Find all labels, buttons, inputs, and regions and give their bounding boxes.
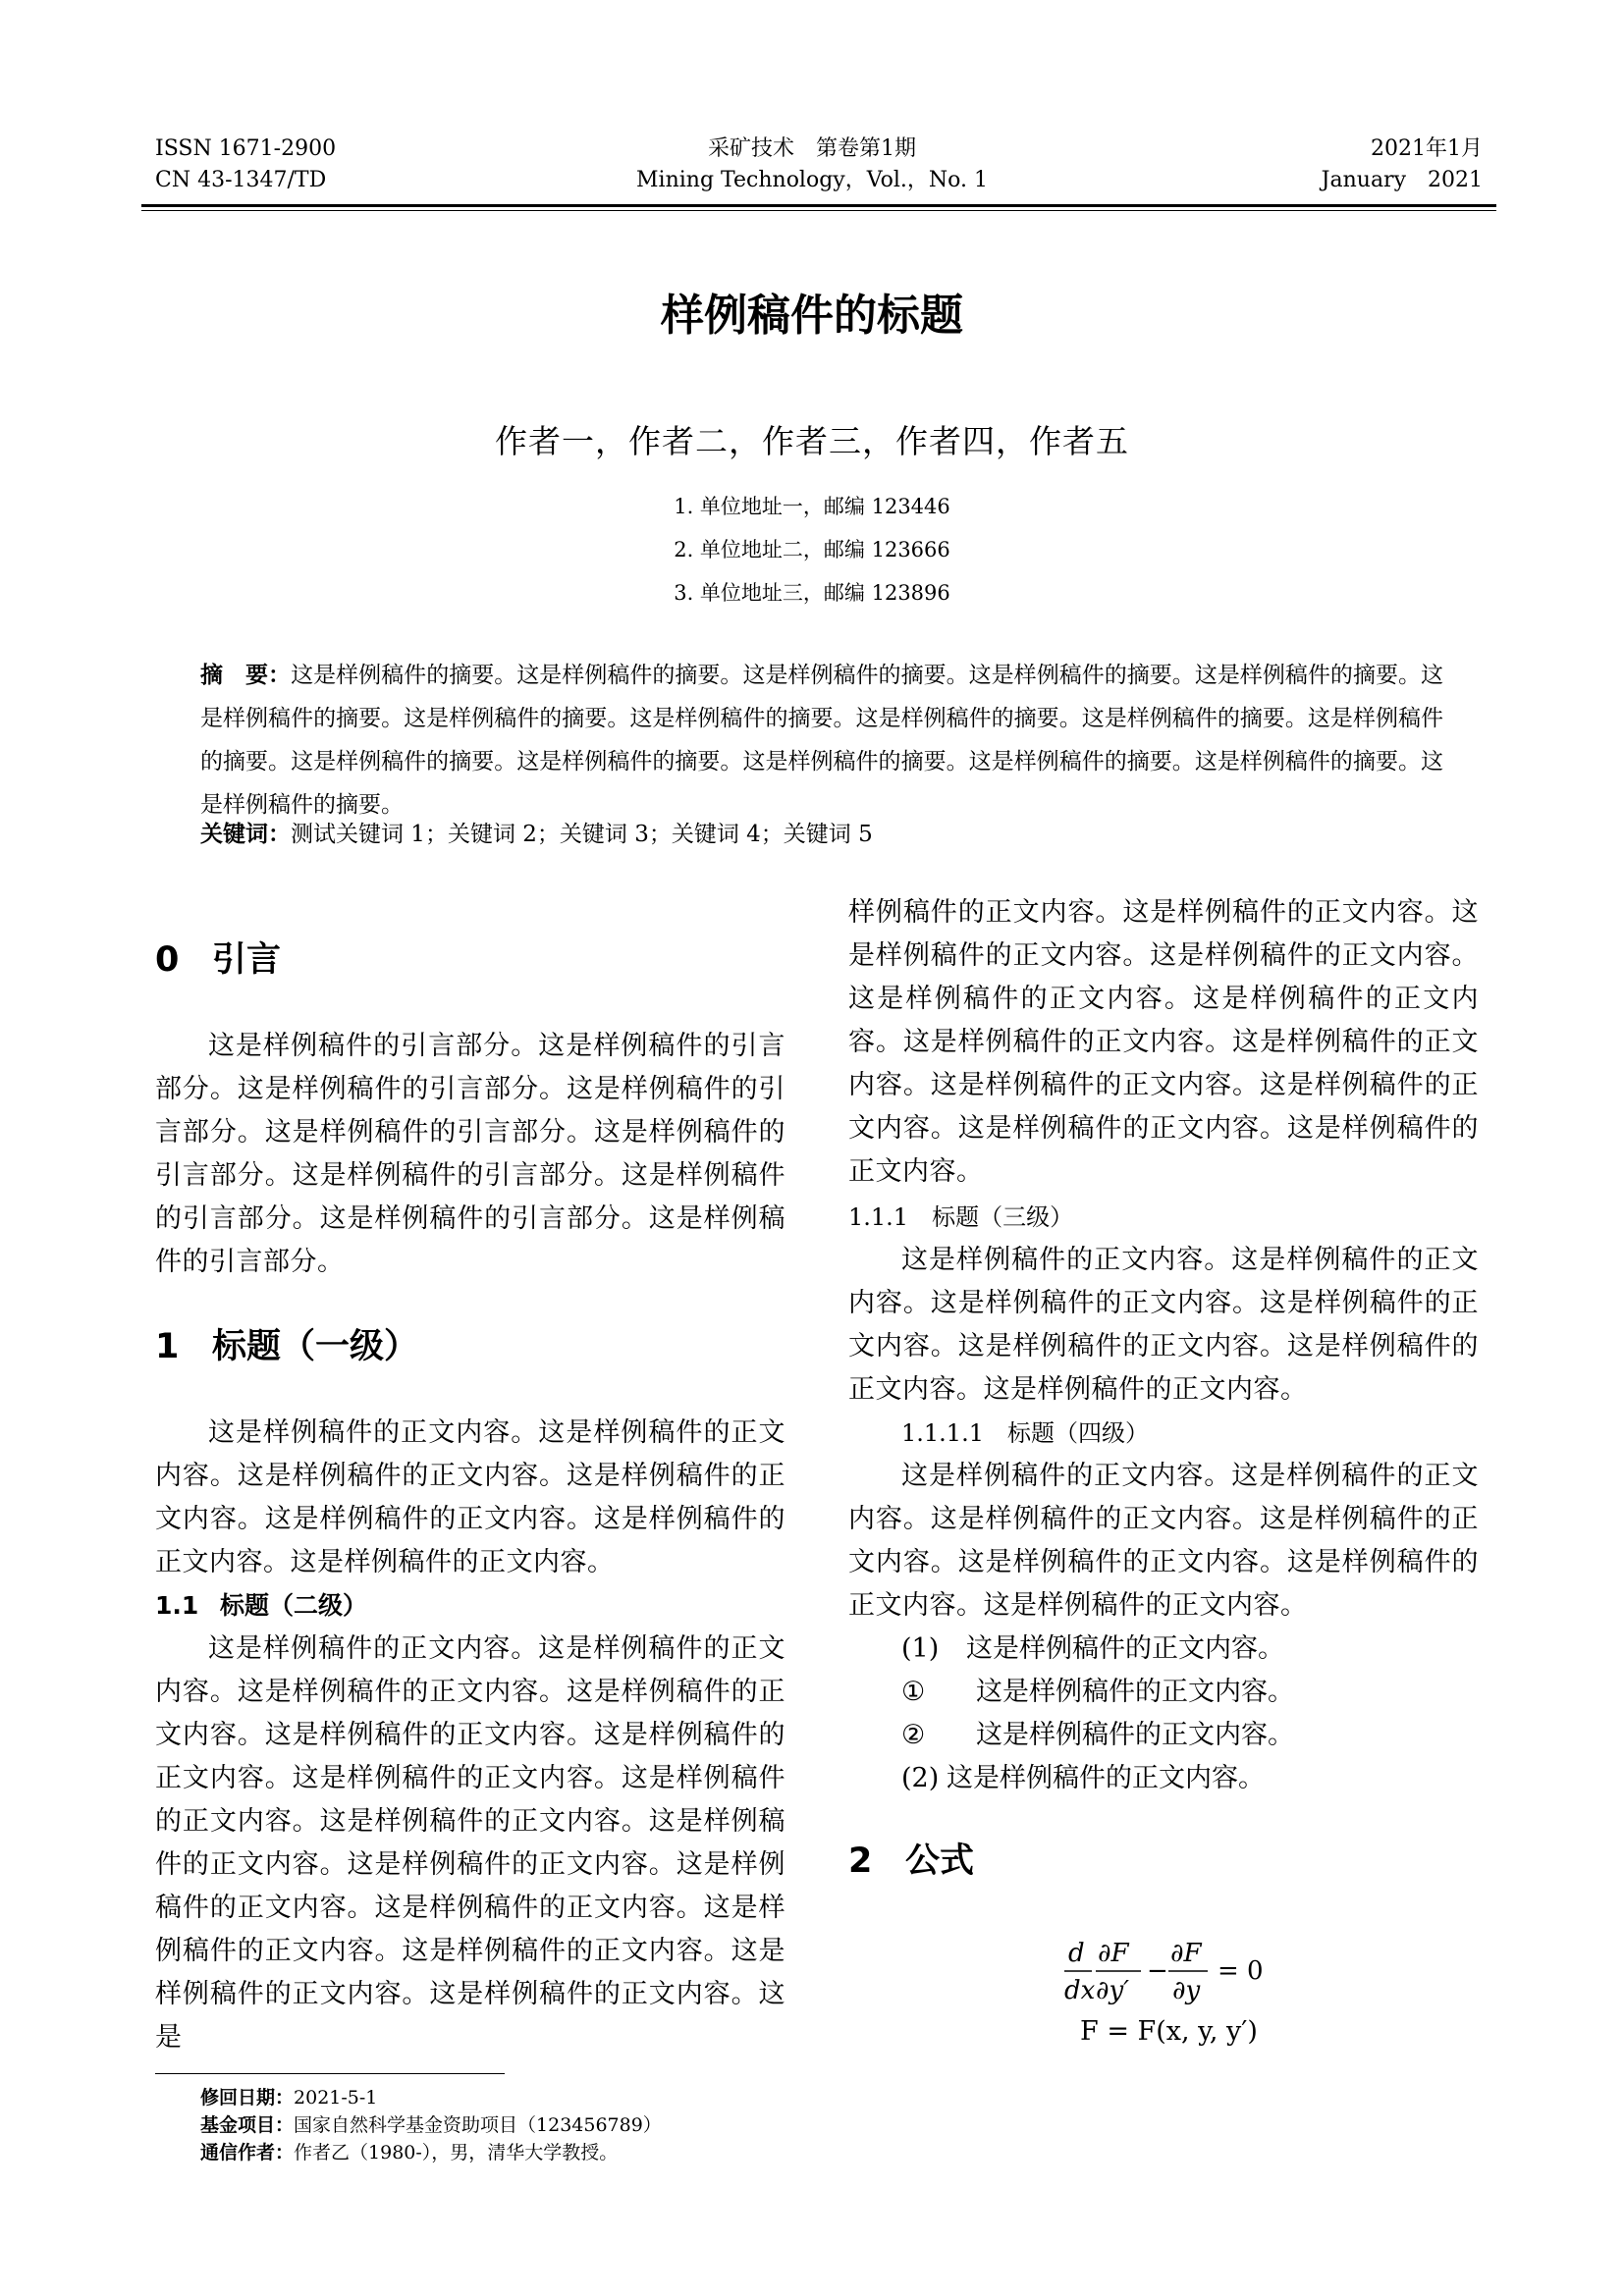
affiliation-2: 2. 单位地址二，邮编 123666 bbox=[674, 538, 950, 561]
equation-euler-lagrange bbox=[1064, 1932, 1280, 2010]
section-1-1-paragraph bbox=[155, 1628, 785, 2059]
paragraph: 这是样例稿件的引言部分。这是样例稿件的引言部分。这是样例稿件的引言部分。这是样例稿件的引言部分。这是样例稿件的引言部分。这是样例稿件的引言部分。这是样例稿件的引言部分。这是样例稿件的引言部分。这是样例稿件的引言部分。这是样例稿件的引言部分。 bbox=[155, 1031, 785, 1277]
svg-text:∂F: ∂F bbox=[1170, 1939, 1202, 1968]
section-1-1-1-1-heading: 1.1.1.1 标题（四级） bbox=[901, 1419, 1149, 1447]
footnote-text: 2021-5-1 bbox=[294, 2087, 378, 2109]
section-title: 标题（一级） bbox=[212, 1327, 419, 1366]
section-2-heading bbox=[848, 1840, 974, 1883]
section-1-heading bbox=[155, 1325, 418, 1368]
footnote-corresponding bbox=[200, 2140, 789, 2165]
footnote-text: 作者乙（1980-），男，清华大学教授。 bbox=[294, 2142, 619, 2163]
footnote-label: 通信作者： bbox=[200, 2142, 295, 2163]
list-item bbox=[901, 1757, 1294, 1800]
paper-title: 样例稿件的标题 bbox=[661, 291, 963, 341]
list-item bbox=[901, 1628, 1294, 1671]
keywords-text: 测试关键词 1；关键词 2；关键词 3；关键词 4；关键词 5 bbox=[291, 822, 873, 847]
list-marker: (2) bbox=[901, 1763, 940, 1793]
svg-text:∂F: ∂F bbox=[1098, 1939, 1129, 1968]
header-issn: ISSN 1671-2900 bbox=[155, 136, 337, 161]
footnote-label: 基金项目： bbox=[200, 2114, 295, 2136]
equation-function-def: F = F(x, y, y′) bbox=[1080, 2016, 1258, 2047]
section-0-heading bbox=[155, 938, 281, 982]
header-rule-thick bbox=[141, 204, 1496, 207]
paragraph: 这是样例稿件的正文内容。这是样例稿件的正文内容。这是样例稿件的正文内容。这是样例稿件的正文内容。这是样例稿件的正文内容。这是样例稿件的正文内容。这是样例稿件的正文内容。 bbox=[848, 1461, 1479, 1621]
list-item bbox=[901, 1671, 1294, 1714]
svg-text:−: − bbox=[1147, 1956, 1168, 1986]
section-1-1-heading bbox=[155, 1584, 367, 1628]
svg-text:∂y: ∂y bbox=[1172, 1976, 1201, 2005]
header-rule-thin bbox=[141, 210, 1496, 211]
svg-text:= 0: = 0 bbox=[1218, 1956, 1264, 1986]
svg-text:d: d bbox=[1068, 1939, 1085, 1968]
numbered-list bbox=[901, 1628, 1294, 1800]
header-journal-cn: 采矿技术 第卷第1期 bbox=[708, 136, 916, 161]
list-marker: (1) bbox=[901, 1633, 940, 1664]
section-number: 1 bbox=[155, 1327, 180, 1366]
intro-paragraph bbox=[155, 1025, 785, 1284]
abstract-text: 这是样例稿件的摘要。这是样例稿件的摘要。这是样例稿件的摘要。这是样例稿件的摘要。这是样例稿件的摘要。这是样例稿件的摘要。这是样例稿件的摘要。这是样例稿件的摘要。这是样例稿件的摘要。这是样例稿件的摘要。这是样例稿件的摘要。这是样例稿件的摘要。这是样例稿件的摘要。这是样例稿件的摘要。这是样例稿件的摘要。这是样例稿件的摘要。这是样例稿件的摘要。 bbox=[200, 663, 1444, 818]
affiliation-1: 1. 单位地址一，邮编 123446 bbox=[674, 495, 950, 518]
section-1-1-1-paragraph bbox=[848, 1239, 1479, 1412]
list-item-text: 这是样例稿件的正文内容。 bbox=[976, 1677, 1294, 1707]
keywords bbox=[200, 813, 1443, 856]
section-number: 2 bbox=[848, 1842, 873, 1881]
svg-text:∂y′: ∂y′ bbox=[1096, 1976, 1130, 2005]
header-date-cn: 2021年1月 bbox=[1371, 136, 1483, 161]
continued-paragraph bbox=[848, 891, 1479, 1194]
section-number: 1.1 bbox=[155, 1591, 199, 1620]
list-marker: ② bbox=[901, 1720, 926, 1750]
list-item-text: 这是样例稿件的正文内容。 bbox=[947, 1763, 1265, 1793]
affiliation-3: 3. 单位地址三，邮编 123896 bbox=[674, 581, 950, 605]
section-title: 公式 bbox=[905, 1842, 975, 1881]
header-date-en: January 2021 bbox=[1321, 168, 1483, 192]
abstract-label: 摘 要： bbox=[200, 663, 292, 688]
keywords-label: 关键词： bbox=[200, 822, 291, 847]
paragraph: 这是样例稿件的正文内容。这是样例稿件的正文内容。这是样例稿件的正文内容。这是样例稿件的正文内容。这是样例稿件的正文内容。这是样例稿件的正文内容。这是样例稿件的正文内容。 bbox=[155, 1417, 785, 1577]
header-journal-en: Mining Technology，Vol.，No. 1 bbox=[636, 168, 988, 192]
section-1-1-1-1-paragraph bbox=[848, 1455, 1479, 1628]
list-item-text: 这是样例稿件的正文内容。 bbox=[966, 1633, 1284, 1664]
footnote-label: 修回日期： bbox=[200, 2087, 295, 2109]
footnote-fund bbox=[200, 2112, 789, 2138]
section-title: 标题（二级） bbox=[220, 1591, 368, 1620]
list-marker: ① bbox=[901, 1677, 926, 1707]
section-1-paragraph bbox=[155, 1412, 785, 1584]
section-1-1-1-heading: 1.1.1 标题（三级） bbox=[848, 1203, 1074, 1231]
svg-text:dx: dx bbox=[1064, 1976, 1096, 2005]
paragraph: 样例稿件的正文内容。这是样例稿件的正文内容。这是样例稿件的正文内容。这是样例稿件的正文内容。这是样例稿件的正文内容。这是样例稿件的正文内容。这是样例稿件的正文内容。这是样例稿件的正文内容。这是样例稿件的正文内容。这是样例稿件的正文内容。这是样例稿件的正文内容。这是样例稿件的正文内容。 bbox=[848, 897, 1479, 1187]
footnote-rule bbox=[155, 2073, 505, 2074]
equation-text bbox=[1064, 1932, 1065, 1933]
header-cn: CN 43-1347/TD bbox=[155, 168, 327, 192]
footnote-revised bbox=[200, 2085, 789, 2110]
list-item bbox=[901, 1714, 1294, 1757]
section-title: 引言 bbox=[212, 940, 282, 980]
section-number: 0 bbox=[155, 940, 180, 980]
author-list: 作者一，作者二，作者三，作者四，作者五 bbox=[495, 422, 1129, 460]
equation-graphic bbox=[1064, 1932, 1280, 2010]
list-item-text: 这是样例稿件的正文内容。 bbox=[976, 1720, 1294, 1750]
paragraph: 这是样例稿件的正文内容。这是样例稿件的正文内容。这是样例稿件的正文内容。这是样例稿件的正文内容。这是样例稿件的正文内容。这是样例稿件的正文内容。这是样例稿件的正文内容。 bbox=[848, 1245, 1479, 1405]
footnote-text: 国家自然科学基金资助项目（123456789） bbox=[294, 2114, 662, 2136]
paragraph: 这是样例稿件的正文内容。这是样例稿件的正文内容。这是样例稿件的正文内容。这是样例稿件的正文内容。这是样例稿件的正文内容。这是样例稿件的正文内容。这是样例稿件的正文内容。这是样例稿件的正文内容。这是样例稿件的正文内容。这是样例稿件的正文内容。这是样例稿件的正文内容。这是样例稿件的正文内容。这是样例稿件的正文内容。这是样例稿件的正文内容。这是样例稿件的正文内容。这是样例稿件的正文内容。这是样例稿件的正文内容。这是 bbox=[155, 1633, 785, 2053]
abstract bbox=[200, 654, 1443, 827]
